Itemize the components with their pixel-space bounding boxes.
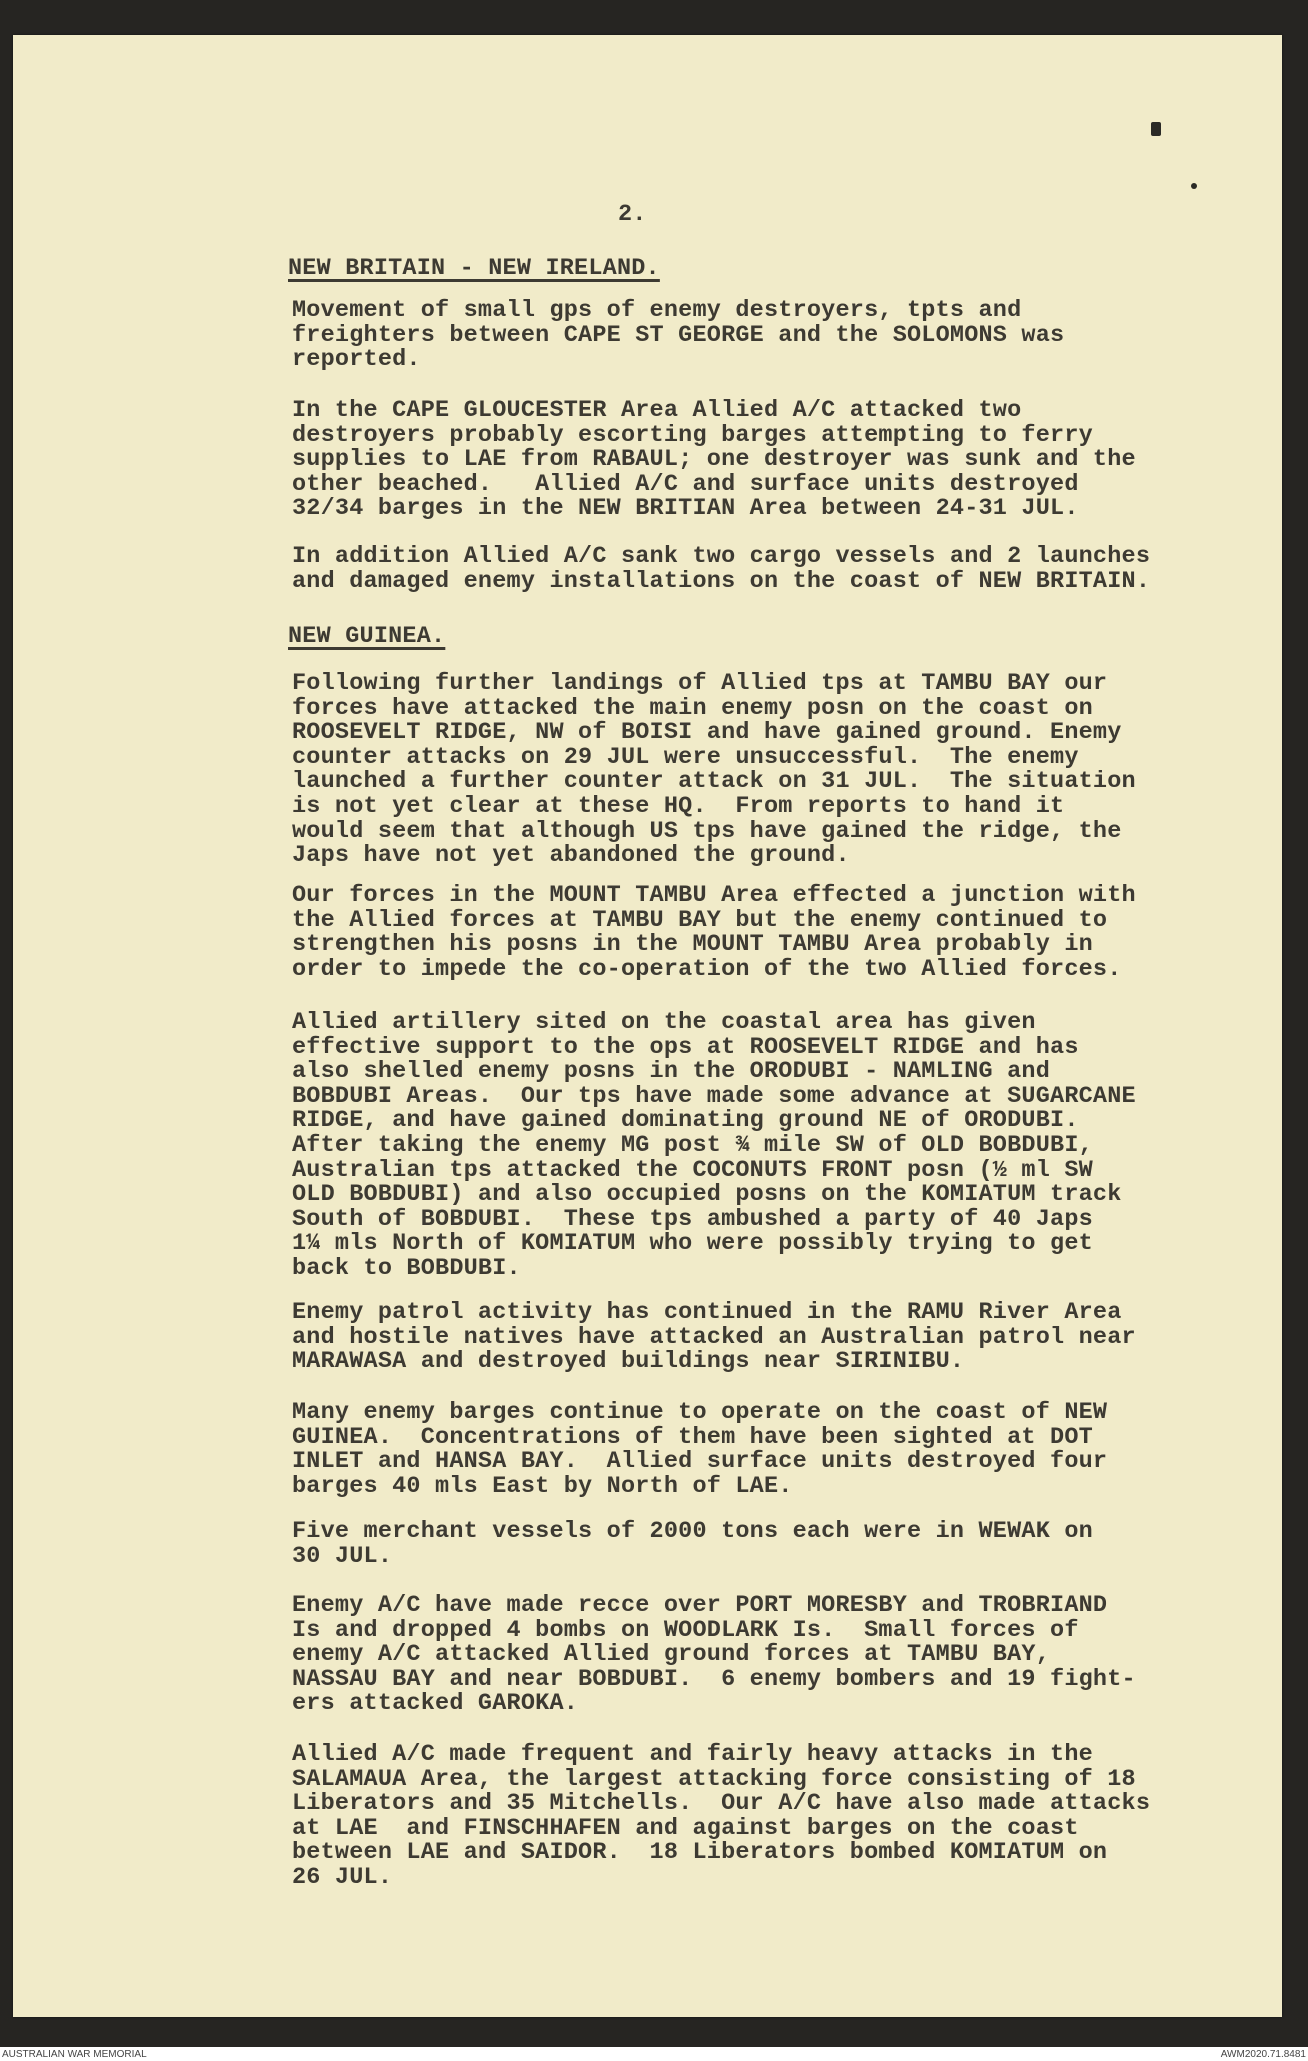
- text-line: OLD BOBDUBI) and also occupied posns on the KOMIATUM track: [292, 1181, 1122, 1209]
- paragraph: [292, 672, 1136, 869]
- text-line: back to BOBDUBI.: [292, 1254, 521, 1282]
- text-line: ROOSEVELT RIDGE, NW of BOISI and have gained ground. Enemy: [292, 719, 1122, 747]
- text-line: BOBDUBI Areas. Our tps have made some advance at SUGARCANE: [292, 1082, 1136, 1110]
- text-line: RIDGE, and have gained dominating ground NE of ORODUBI.: [292, 1107, 1079, 1135]
- paragraph: [292, 299, 1064, 373]
- text-line: Allied artillery sited on the coastal area has given: [292, 1009, 1036, 1036]
- page-number: 2.: [618, 201, 647, 228]
- text-line: Enemy A/C have made recce over PORT MORESBY and TROBRIAND: [292, 1592, 1108, 1619]
- text-line: reported.: [292, 346, 421, 374]
- text-line: at LAE and FINSCHHAFEN and against barges on the coast: [292, 1814, 1079, 1842]
- paragraph: [292, 1743, 1150, 1891]
- section-heading: NEW BRITAIN - NEW IRELAND.: [288, 255, 660, 282]
- text-line: Our forces in the MOUNT TAMBU Area effected a junction with: [292, 882, 1136, 909]
- text-line: other beached. Allied A/C and surface units destroyed: [292, 470, 1079, 498]
- text-line: effective support to the ops at ROOSEVELT RIDGE and has: [292, 1033, 1079, 1061]
- paragraph: [292, 1011, 1136, 1282]
- text-line: Australian tps attacked the COCONUTS FRONT posn (½ ml SW: [292, 1156, 1093, 1184]
- text-line: launched a further counter attack on 31 JUL. The situation: [292, 768, 1136, 796]
- text-line: Is and dropped 4 bombs on WOODLARK Is. Small forces of: [292, 1616, 1079, 1644]
- paragraph: [292, 884, 1136, 982]
- text-line: counter attacks on 29 JUL were unsuccessful. The enemy: [292, 743, 1079, 771]
- text-line: MARAWASA and destroyed buildings near SIRINIBU.: [292, 1348, 965, 1376]
- text-line: 32/34 barges in the NEW BRITIAN Area between 24-31 JUL.: [292, 495, 1079, 523]
- paragraph: [292, 1301, 1136, 1375]
- text-line: After taking the enemy MG post ¾ mile SW of OLD BOBDUBI,: [292, 1131, 1093, 1159]
- text-line: 1¼ mls North of KOMIATUM who were possibly trying to get: [292, 1230, 1093, 1258]
- text-line: Liberators and 35 Mitchells. Our A/C have also made attacks: [292, 1790, 1151, 1818]
- text-line: freighters between CAPE ST GEORGE and the SOLOMONS was: [292, 321, 1065, 349]
- text-line: SALAMAUA Area, the largest attacking force consisting of 18: [292, 1765, 1136, 1793]
- text-line: enemy A/C attacked Allied ground forces at TAMBU BAY,: [292, 1641, 1051, 1669]
- paragraph: [292, 399, 1136, 522]
- footer-institution: AUSTRALIAN WAR MEMORIAL: [2, 2049, 147, 2060]
- text-line: the Allied forces at TAMBU BAY but the enemy continued to: [292, 906, 1108, 934]
- text-line: would seem that although US tps have gained the ridge, the: [292, 817, 1122, 845]
- paragraph: [292, 1594, 1136, 1717]
- text-line: NASSAU BAY and near BOBDUBI. 6 enemy bombers and 19 fight-: [292, 1665, 1136, 1693]
- text-line: INLET and HANSA BAY. Allied surface units destroyed four: [292, 1448, 1108, 1476]
- text-line: Movement of small gps of enemy destroyers, tpts and: [292, 297, 1022, 324]
- footer-reference: AWM2020.71.8481: [1220, 2049, 1306, 2060]
- text-line: and damaged enemy installations on the coast of NEW BRITAIN.: [292, 567, 1151, 595]
- text-line: Five merchant vessels of 2000 tons each were in WEWAK on: [292, 1518, 1093, 1545]
- text-line: also shelled enemy posns in the ORODUBI - NAMLING and: [292, 1058, 1051, 1086]
- text-line: is not yet clear at these HQ. From reports to hand it: [292, 792, 1065, 820]
- text-line: Many enemy barges continue to operate on the coast of NEW: [292, 1399, 1108, 1426]
- text-line: order to impede the co-operation of the two Allied forces.: [292, 955, 1122, 983]
- text-line: Japs have not yet abandoned the ground.: [292, 842, 850, 870]
- text-line: GUINEA. Concentrations of them have been sighted at DOT: [292, 1423, 1093, 1451]
- text-line: and hostile natives have attacked an Australian patrol near: [292, 1323, 1136, 1351]
- text-line: 30 JUL.: [292, 1542, 393, 1570]
- text-line: South of BOBDUBI. These tps ambushed a party of 40 Japs: [292, 1205, 1093, 1233]
- text-line: In the CAPE GLOUCESTER Area Allied A/C attacked two: [292, 397, 1022, 424]
- punch-hole-mark: [1151, 122, 1161, 136]
- paragraph: [292, 1401, 1107, 1499]
- text-line: In addition Allied A/C sank two cargo vessels and 2 launches: [292, 543, 1151, 570]
- text-line: destroyers probably escorting barges attempting to ferry: [292, 421, 1093, 449]
- text-line: 26 JUL.: [292, 1863, 393, 1891]
- text-line: barges 40 mls East by North of LAE.: [292, 1472, 793, 1500]
- paragraph: [292, 545, 1150, 594]
- paragraph: [292, 1520, 1093, 1569]
- text-line: Following further landings of Allied tps at TAMBU BAY our: [292, 670, 1108, 697]
- text-line: ers attacked GAROKA.: [292, 1690, 579, 1718]
- text-line: between LAE and SAIDOR. 18 Liberators bombed KOMIATUM on: [292, 1839, 1108, 1867]
- text-line: Enemy patrol activity has continued in the RAMU River Area: [292, 1299, 1122, 1326]
- text-line: forces have attacked the main enemy posn on the coast on: [292, 694, 1093, 722]
- text-line: strengthen his posns in the MOUNT TAMBU Area probably in: [292, 931, 1093, 959]
- section-heading: NEW GUINEA.: [288, 623, 446, 650]
- text-line: Allied A/C made frequent and fairly heavy attacks in the: [292, 1741, 1093, 1768]
- text-line: supplies to LAE from RABAUL; one destroyer was sunk and the: [292, 446, 1136, 474]
- punch-hole-dot: [1191, 183, 1197, 189]
